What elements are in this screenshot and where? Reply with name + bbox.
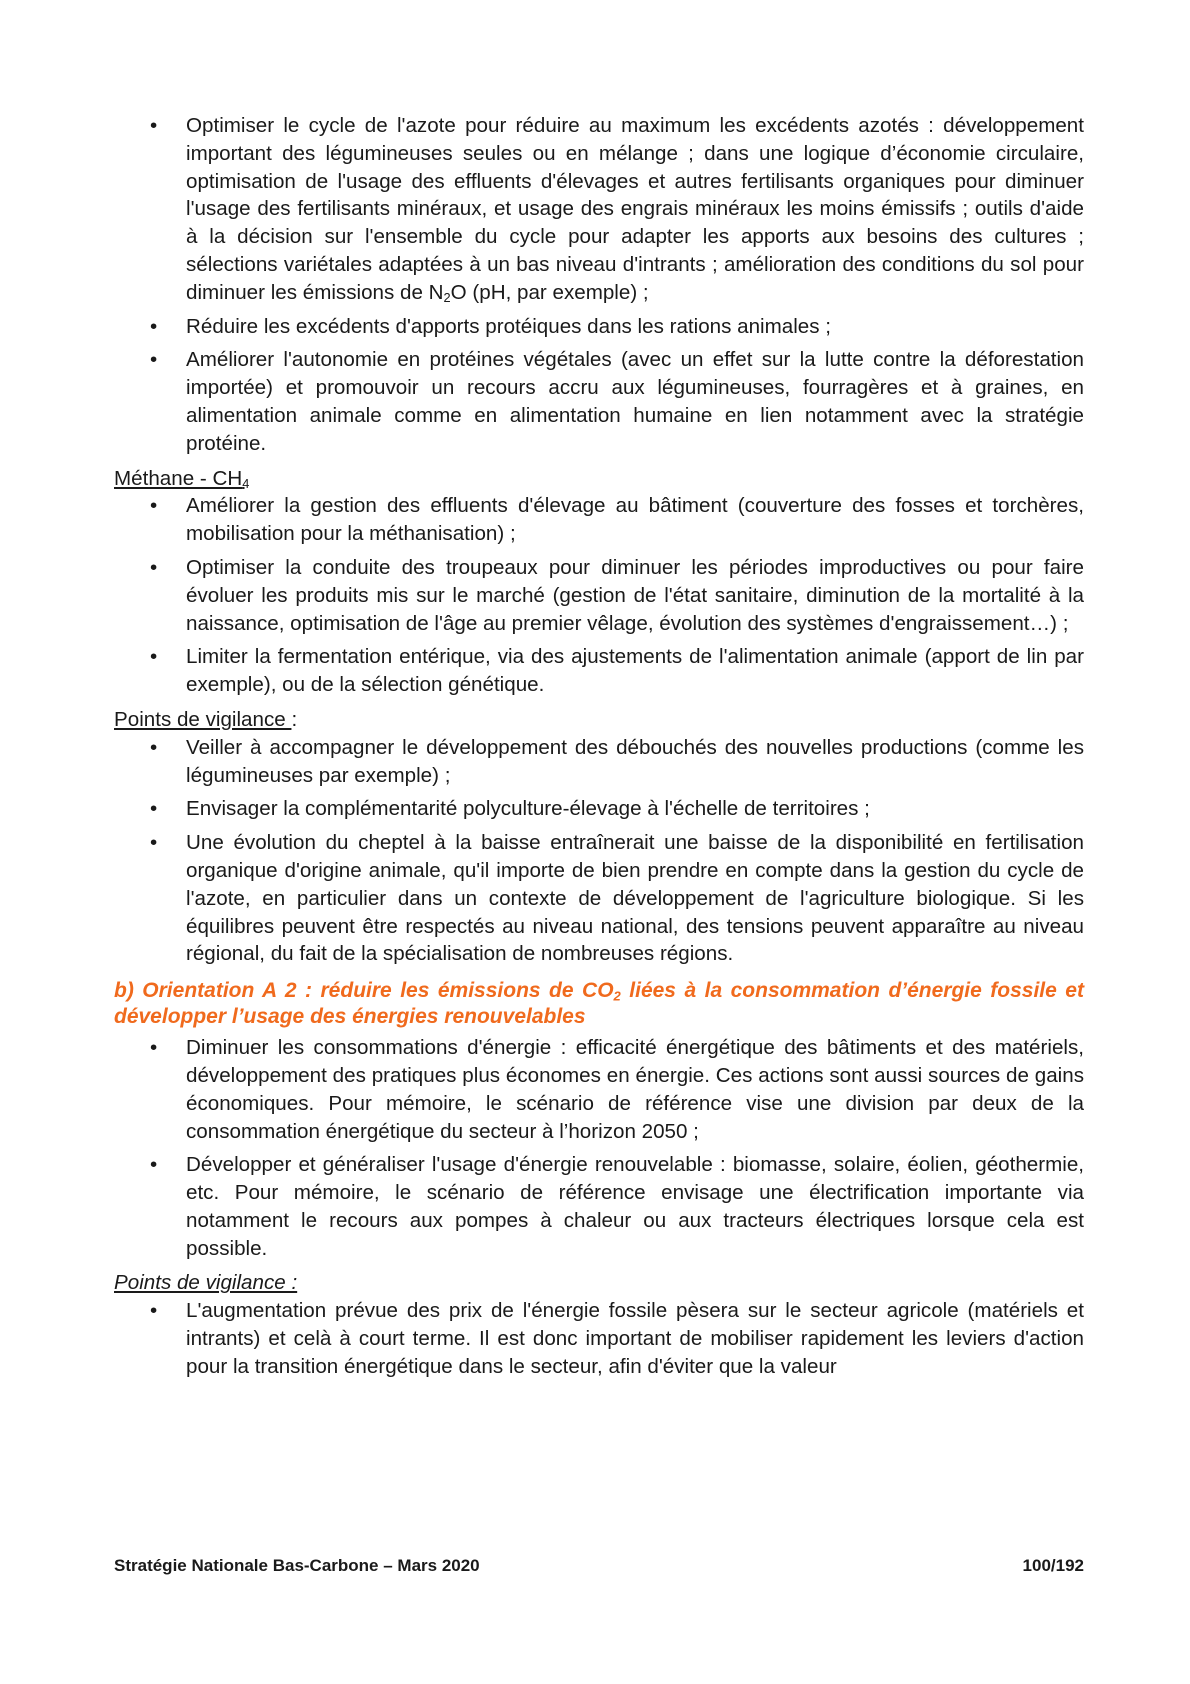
- list-item: • Optimiser le cycle de l'azote pour réduire au maximum les excédents azotés : développement important des légumineuses seules ou en mélange ; dans une logique d’économie circulaire, optimisation de l'usage des effluents d'élevages et autres fertilisants organiques pour diminuer l'usage des fertilisants minéraux, et usage des engrais minéraux les moins émissifs ; outils d'aide à la décision sur l'ensemble du cycle pour adapter les apports aux besoins des cultures ; sélections variétales adaptées à un bas niveau d'intrants ; amélioration des conditions du sol pour diminuer les émissions de $N_2O$ (pH, par exemple) ;: [114, 112, 1084, 307]
- vigilance-heading: Points de vigilance :: [114, 707, 298, 731]
- list-item: • Envisager la complémentarité polyculture-élevage à l'échelle de territoires ;: [114, 795, 1084, 823]
- methane-heading: Méthane - $CH_4$: [114, 466, 250, 491]
- vigilance-list-2: [114, 1297, 1084, 1380]
- page-number: 100/192: [1022, 1556, 1084, 1575]
- list-item: • Limiter la fermentation entérique, via des ajustements de l'alimentation animale (apport de lin par exemple), ou de la sélection génétique.: [114, 643, 1084, 699]
- list-item: • Veiller à accompagner le développement des débouchés des nouvelles productions (comme les légumineuses par exemple) ;: [114, 734, 1084, 790]
- list-item: • Diminuer les consommations d'énergie : efficacité énergétique des bâtiments et des matériels, développement des pratiques plus économes en énergie. Ces actions sont aussi sources de gains économiques. Pour mémoire, le scénario de référence vise une division par deux de la consommation énergétique du secteur à l’horizon 2050 ;: [114, 1034, 1084, 1145]
- list-item: • Réduire les excédents d'apports protéiques dans les rations animales ;: [114, 313, 1084, 341]
- list-item: • Développer et généraliser l'usage d'énergie renouvelable : biomasse, solaire, éolien, géothermie, etc. Pour mémoire, le scénario de référence envisage une électrification importante via notamment le recours aux pompes à chaleur ou aux tracteurs électriques lorsque cela est possible.: [114, 1151, 1084, 1262]
- nitrogen-measures-list: [114, 112, 1084, 458]
- vigilance-heading-2: Points de vigilance :: [114, 1271, 298, 1295]
- page-footer: [114, 1556, 1084, 1576]
- energy-measures-list: [114, 1034, 1084, 1262]
- list-item: • Optimiser la conduite des troupeaux pour diminuer les périodes improductives ou pour faire évoluer les produits mis sur le marché (gestion de l'état sanitaire, diminution de la mortalité à la naissance, optimisation de l'âge au premier vêlage, évolution des systèmes d'engraissement…) ;: [114, 554, 1084, 637]
- list-item: • Améliorer la gestion des effluents d'élevage au bâtiment (couverture des fosses et torchères, mobilisation pour la méthanisation) ;: [114, 492, 1084, 548]
- list-item: • Améliorer l'autonomie en protéines végétales (avec un effet sur la lutte contre la déforestation importée) et promouvoir un recours accru aux légumineuses, fourragères et à graines, en alimentation animale comme en alimentation humaine en lien notamment avec la stratégie protéine.: [114, 346, 1084, 457]
- list-item: • Une évolution du cheptel à la baisse entraînerait une baisse de la disponibilité en fertilisation organique d'origine animale, qu'il importe de bien prendre en compte dans la gestion du cycle de l'azote, en particulier dans un contexte de développement de l'agriculture biologique. Si les équilibres peuvent être respectés au niveau national, des tensions peuvent apparaître au niveau régional, du fait de la spécialisation de nombreuses régions.: [114, 829, 1084, 968]
- footer-title: Stratégie Nationale Bas-Carbone – Mars 2020: [114, 1556, 480, 1575]
- orientation-a2-heading: b) Orientation A 2 : réduire les émissions de $CO_2$ liées à la consommation d’énergie fossile et développer l’usage des énergies renouvelables: [114, 979, 1084, 1029]
- list-item: • L'augmentation prévue des prix de l'énergie fossile pèsera sur le secteur agricole (matériels et intrants) et celà à court terme. Il est donc important de mobiliser rapidement les leviers d'action pour la transition énergétique dans le secteur, afin d'éviter que la valeur: [114, 1297, 1084, 1380]
- methane-measures-list: [114, 492, 1084, 699]
- vigilance-list: [114, 734, 1084, 968]
- page-content: [114, 112, 1084, 1387]
